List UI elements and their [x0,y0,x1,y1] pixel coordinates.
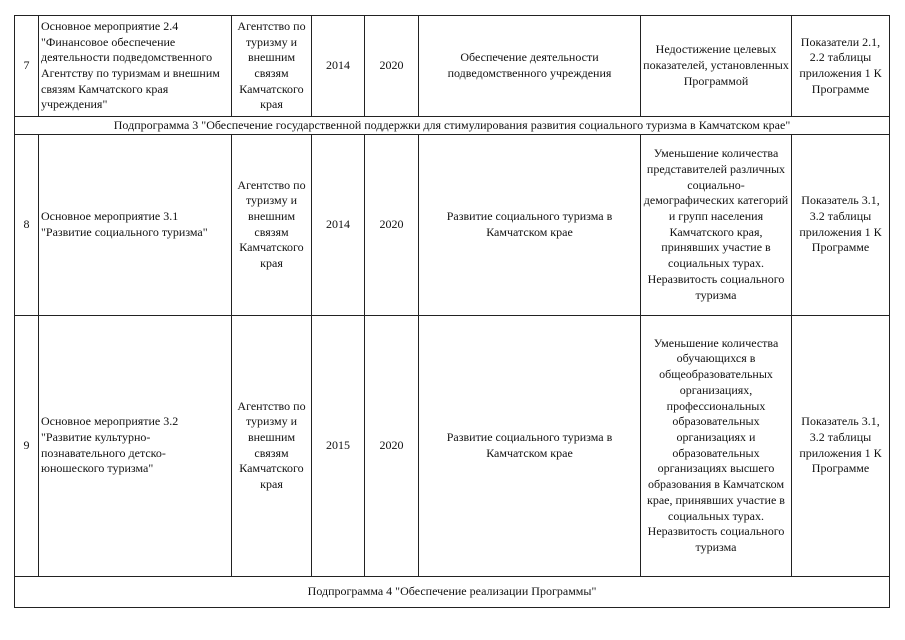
indicators: Показатели 2.1, 2.2 таблицы приложения 1 К Программе [792,16,890,117]
table-row [15,134,890,315]
consequences: Недостижение целевых показателей, установленных Программой [641,16,792,117]
expected-result: Обеспечение деятельности подведомственного учреждения [419,16,641,117]
row-number: 8 [15,134,39,315]
row-number: 7 [15,16,39,117]
indicators: Показатель 3.1, 3.2 таблицы приложения 1 К Программе [792,134,890,315]
start-year: 2014 [312,134,365,315]
row-number: 9 [15,315,39,576]
subprogram-4-title: Подпрограмма 4 "Обеспечение реализации Программы" [15,576,890,607]
expected-result: Развитие социального туризма в Камчатском крае [419,315,641,576]
activity-name: Основное мероприятие 3.1 "Развитие социального туризма" [39,134,232,315]
indicators: Показатель 3.1, 3.2 таблицы приложения 1 К Программе [792,315,890,576]
program-activities-table [14,15,890,608]
subprogram-row [15,117,890,135]
consequences: Уменьшение количества обучающихся в общеобразовательных организациях, профессиональных образовательных организациях и образовательных организациях высшего образования в Камчатском крае, принявших участие в социальных турах. Неразвитость социального туризма [641,315,792,576]
activity-name: Основное мероприятие 3.2 "Развитие культурно-познавательного детско-юношеского туризма" [39,315,232,576]
end-year: 2020 [365,315,419,576]
table-row [15,315,890,576]
executor: Агентство по туризму и внешним связям Камчатского края [232,16,312,117]
executor: Агентство по туризму и внешним связям Камчатского края [232,134,312,315]
expected-result: Развитие социального туризма в Камчатском крае [419,134,641,315]
start-year: 2015 [312,315,365,576]
activity-name: Основное мероприятие 2.4 "Финансовое обеспечение деятельности подведомственного Агентству по туризмам и внешним связям Камчатского края учреждения" [39,16,232,117]
consequences: Уменьшение количества представителей различных социально-демографических категорий и групп населения Камчатского края, принявших участие в социальных турах. Неразвитость социального туризма [641,134,792,315]
executor: Агентство по туризму и внешним связям Камчатского края [232,315,312,576]
start-year: 2014 [312,16,365,117]
table-row [15,16,890,117]
subprogram-3-title: Подпрограмма 3 "Обеспечение государственной поддержки для стимулирования развития социального туризма в Камчатском крае" [15,117,890,135]
end-year: 2020 [365,134,419,315]
end-year: 2020 [365,16,419,117]
subprogram-row [15,576,890,607]
